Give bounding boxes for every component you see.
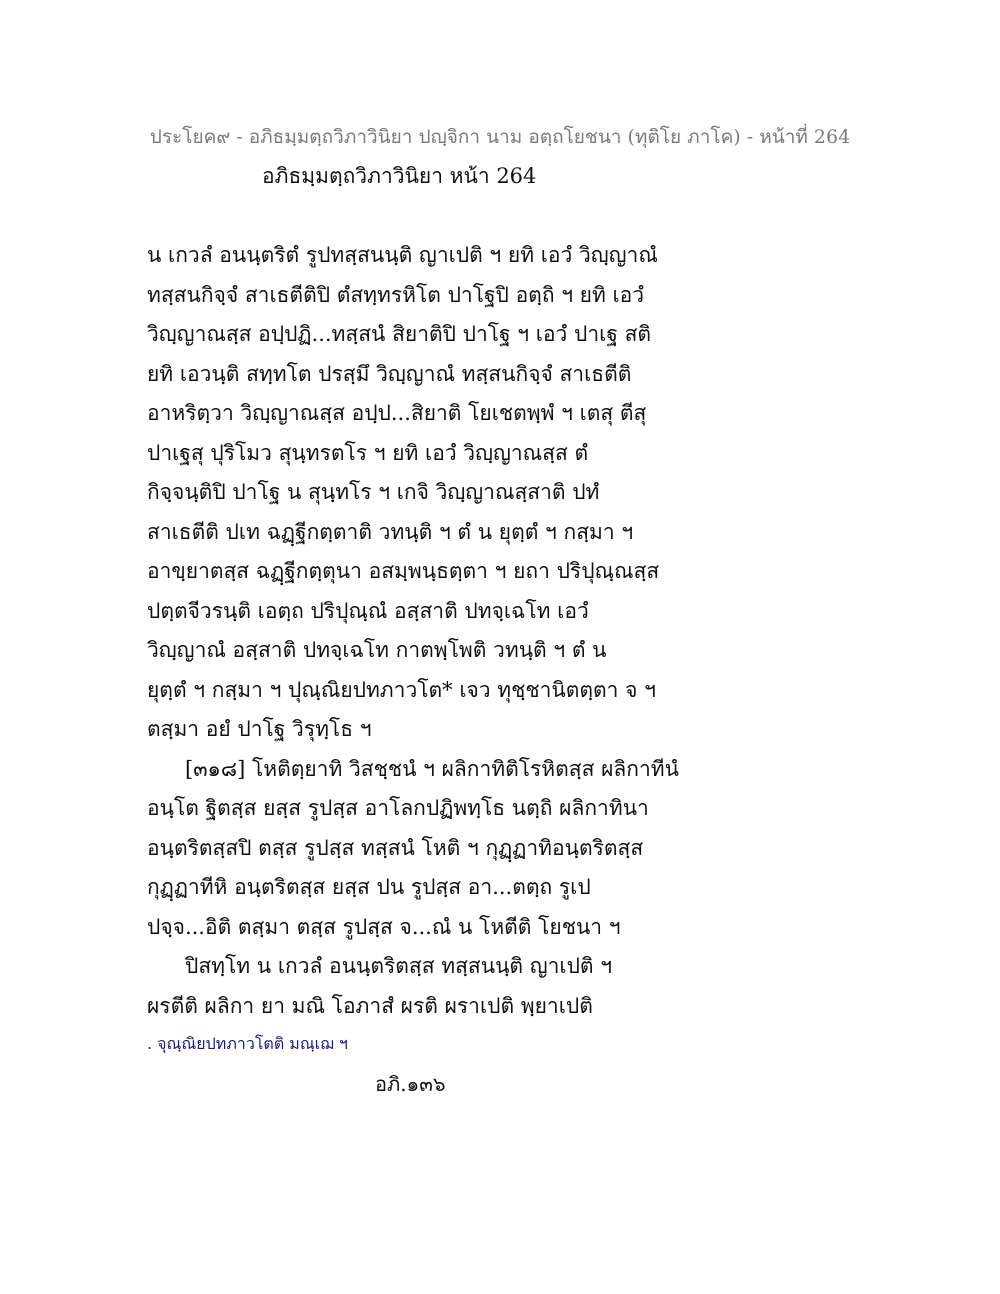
page-title: อภิธมฺมตฺถวิภาวินิยา หน้า 264 <box>262 164 537 188</box>
text-line: อาขฺยาตสฺส ฉฏฺฐีกตฺตุนา อสมฺพนฺธตฺตา ฯ ยถา ปริปุณฺณสฺส <box>147 559 660 583</box>
text-line: วิญฺญาณํ อสฺสาติ ปทจฺเฉโท กาตพฺโพติ วทนฺติ ฯ ตํ น <box>147 638 607 662</box>
text-line: ผรตีติ ผลิกา ยา มณิ โอภาสํ ผรติ ผราเปติ พฺยาเปติ <box>147 993 593 1018</box>
text-line: ปตฺตจีวรนฺติ เอตฺถ ปริปุณฺณํ อสฺสาติ ปทจฺเฉโท เอวํ <box>147 598 589 623</box>
text-line: ทสฺสนกิจฺจํ สาเธตีติปิ ตํสทฺทรหิโต ปาโฐปิ อตฺถิ ฯ ยทิ เอวํ <box>147 282 645 307</box>
body-text <box>147 236 867 1026</box>
text-line: อนฺตริตสฺสปิ ตสฺส รูปสฺส ทสฺสนํ โหติ ฯ กุฏฺฏาทิอนฺตริตสฺส <box>147 835 644 860</box>
text-line: สาเธตีติ ปเท ฉฏฺฐีกตฺตาติ วทนฺติ ฯ ตํ น ยุตฺตํ ฯ กสฺมา ฯ <box>147 519 634 544</box>
text-line: ปาเฐสุ ปุริโมว สุนฺทรตโร ฯ ยทิ เอวํ วิญฺญาณสฺส ตํ <box>147 440 589 465</box>
text-line: อนฺโต ฐิตสฺส ยสฺส รูปสฺส อาโลกปฏิพทฺโธ นตฺถิ ผลิกาทินา <box>147 796 649 820</box>
text-line: ยทิ เอวนฺติ สทฺทโต ปรสฺมึ วิญฺญาณํ ทสฺสนกิจฺจํ สาเธตีติ <box>147 361 632 386</box>
paragraph-start-line: ปิสทฺโท น เกวลํ อนนฺตริตสฺส ทสฺสนนฺติ ญาเปติ ฯ <box>185 954 613 978</box>
text-line: ตสฺมา อยํ ปาโฐ วิรุทฺโธ ฯ <box>147 717 372 741</box>
paragraph-start-line: [๓๑๘] โหติตฺยาทิ วิสชฺชนํ ฯ ผลิกาทิติโรหิตสฺส ผลิกาทีนํ <box>185 756 679 781</box>
page-number: อภิ.๑๓๖ <box>375 1072 446 1096</box>
text-line: กุฏฺฏาทีหิ อนฺตริตสฺส ยสฺส ปน รูปสฺส อา...ตตฺถ รูเป <box>147 875 591 899</box>
text-line: กิจฺจนฺติปิ ปาโฐ น สุนฺทโร ฯ เกจิ วิญฺญาณสฺสาติ ปทํ <box>147 480 600 504</box>
text-line: อาหริตฺวา วิญฺญาณสฺส อปฺป...สิยาติ โยเชตพฺพํ ฯ เตสุ ตีสุ <box>147 401 647 425</box>
running-header: ประโยค๙ - อภิธมฺมตฺถวิภาวินิยา ปญฺจิกา นาม อตฺถโยชนา (ทุติโย ภาโค) - หน้าที่ 264 <box>149 126 851 148</box>
text-line: น เกวลํ อนนฺตริตํ รูปทสฺสนนฺติ ญาเปติ ฯ ยทิ เอวํ วิญฺญาณํ <box>147 243 658 267</box>
text-line: ยุตฺตํ ฯ กสฺมา ฯ ปุณฺณิยปทภาวโต* เจว ทุชฺชานิตตฺตา จ ฯ <box>147 677 656 702</box>
text-line: ปจฺจ...อิติ ตสฺมา ตสฺส รูปสฺส จ...ณํ น โหตีติ โยชนา ฯ <box>147 914 621 939</box>
footnote: . จุณฺณิยปทภาวโตติ มณฺเฌ ฯ <box>147 1034 348 1053</box>
text-line: วิญฺญาณสฺส อปฺปฏิ...ทสฺสนํ สิยาติปิ ปาโฐ ฯ เอวํ ปาเฐ สติ <box>147 322 652 346</box>
